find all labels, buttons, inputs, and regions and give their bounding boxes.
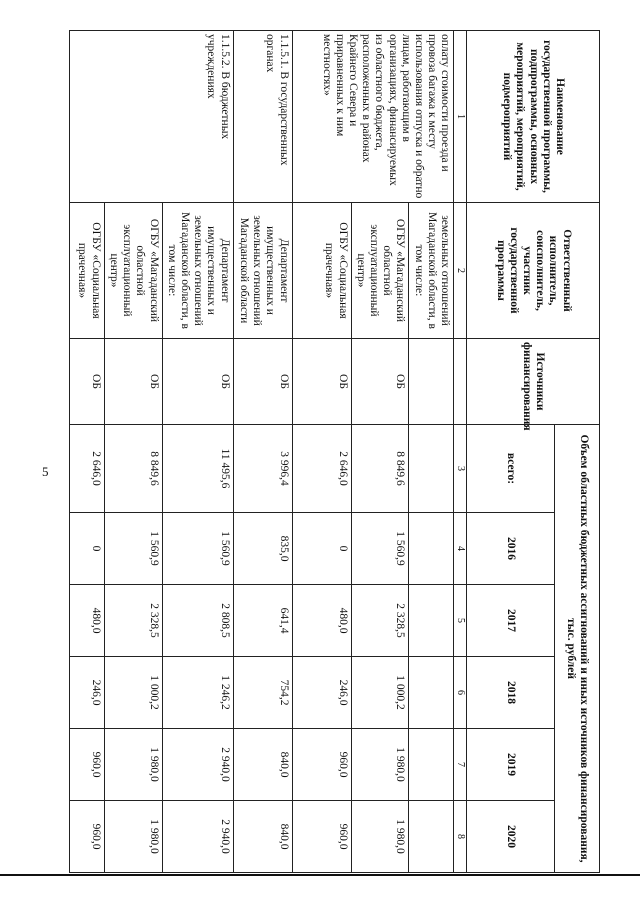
row-2017 [409, 585, 454, 657]
row-2020: 1 980,0 [104, 801, 162, 873]
col-number-8: 8 [454, 801, 467, 873]
col-number-3: 3 [454, 425, 467, 513]
row-executor: Департамент имущественных и земельных отношений Магаданской области [233, 203, 292, 339]
row-2019: 1 980,0 [104, 729, 162, 801]
row-executor: земельных отношений Магаданской области, в том числе: [409, 203, 454, 339]
row-2016: 0 [292, 513, 351, 585]
row-2016: 0 [69, 513, 104, 585]
header-total: всего: [467, 425, 555, 513]
row-2016: 1 560,9 [351, 513, 409, 585]
bottom-rule [0, 874, 640, 876]
col-number-2: 2 [454, 203, 467, 339]
col-number-source [454, 339, 467, 425]
row-2020: 1 980,0 [351, 801, 409, 873]
table-row [162, 31, 233, 873]
header-year-2019: 2019 [467, 729, 555, 801]
row-total: 11 495,6 [162, 425, 233, 513]
row-total: 2 646,0 [69, 425, 104, 513]
col-number-6: 6 [454, 657, 467, 729]
col-number-4: 4 [454, 513, 467, 585]
row-source: ОБ [292, 339, 351, 425]
col-number-1: 1 [454, 31, 467, 203]
row-source: ОБ [162, 339, 233, 425]
row-2019 [409, 729, 454, 801]
header-year-2020: 2020 [467, 801, 555, 873]
row-total [409, 425, 454, 513]
row-2017: 2 808,5 [162, 585, 233, 657]
header-source: Источники финансирования [467, 339, 600, 425]
row-2019: 960,0 [69, 729, 104, 801]
row-executor: Департамент имущественных и земельных отношений Магаданской области, в том числе: [162, 203, 233, 339]
col-number-5: 5 [454, 585, 467, 657]
row-2017: 480,0 [69, 585, 104, 657]
row-name: 1.1.5.1. В государственных органах [233, 31, 292, 203]
row-2016: 1 560,9 [104, 513, 162, 585]
row-2019: 960,0 [292, 729, 351, 801]
row-2019: 1 980,0 [351, 729, 409, 801]
row-2019: 840,0 [233, 729, 292, 801]
row-total: 8 849,6 [351, 425, 409, 513]
row-2017: 2 328,5 [351, 585, 409, 657]
row-2016: 1 560,9 [162, 513, 233, 585]
row-2016 [409, 513, 454, 585]
table-row [233, 31, 292, 873]
row-2020: 2 940,0 [162, 801, 233, 873]
row-2018 [409, 657, 454, 729]
header-year-2018: 2018 [467, 657, 555, 729]
row-executor: ОГБУ «Магаданский областной эксплуатационный центр» [351, 203, 409, 339]
header-year-2017: 2017 [467, 585, 555, 657]
financing-table [69, 30, 600, 873]
row-source: ОБ [104, 339, 162, 425]
row-2018: 1 246,2 [162, 657, 233, 729]
row-source [409, 339, 454, 425]
header-name: Наименование государственной программы, подпрограммы, основных мероприятий, мероприятий, подмероприятий [467, 31, 600, 203]
row-2017: 2 328,5 [104, 585, 162, 657]
header-year-2016: 2016 [467, 513, 555, 585]
row-2018: 1 000,2 [351, 657, 409, 729]
row-2018: 246,0 [292, 657, 351, 729]
row-total: 3 996,4 [233, 425, 292, 513]
row-name: 1.1.5.2. В бюджетных учреждениях [69, 31, 233, 203]
row-2020 [409, 801, 454, 873]
row-2020: 960,0 [292, 801, 351, 873]
row-2018: 1 000,2 [104, 657, 162, 729]
row-2017: 641,4 [233, 585, 292, 657]
row-source: ОБ [351, 339, 409, 425]
col-number-7: 7 [454, 729, 467, 801]
page-number: 5 [42, 464, 49, 479]
rotated-table-container [72, 30, 600, 872]
row-2020: 840,0 [233, 801, 292, 873]
row-total: 8 849,6 [104, 425, 162, 513]
row-2018: 246,0 [69, 657, 104, 729]
row-source: ОБ [233, 339, 292, 425]
header-volume: Объем областных бюджетных ассигнований и иных источников финансирования, тыс. рублей [555, 425, 600, 873]
row-2016: 835,0 [233, 513, 292, 585]
row-name: оплату стоимости проезда и провоза багажа к месту использования отпуска и обратно лицам, работающим в организациях, финансируемых из областного бюджета, расположенных в районах Крайнего Севера и приравненных к ним местностях» [292, 31, 454, 203]
row-executor: ОГБУ «Социальная прачечная» [69, 203, 104, 339]
header-executor: Ответственный исполнитель, соисполнитель, участник государственной программы [467, 203, 600, 339]
table-row [409, 31, 454, 873]
row-source: ОБ [69, 339, 104, 425]
row-2020: 960,0 [69, 801, 104, 873]
row-2018: 754,2 [233, 657, 292, 729]
row-2017: 480,0 [292, 585, 351, 657]
row-total: 2 646,0 [292, 425, 351, 513]
row-2019: 2 940,0 [162, 729, 233, 801]
row-executor: ОГБУ «Социальная прачечная» [292, 203, 351, 339]
row-executor: ОГБУ «Магаданский областной эксплуатационный центр» [104, 203, 162, 339]
